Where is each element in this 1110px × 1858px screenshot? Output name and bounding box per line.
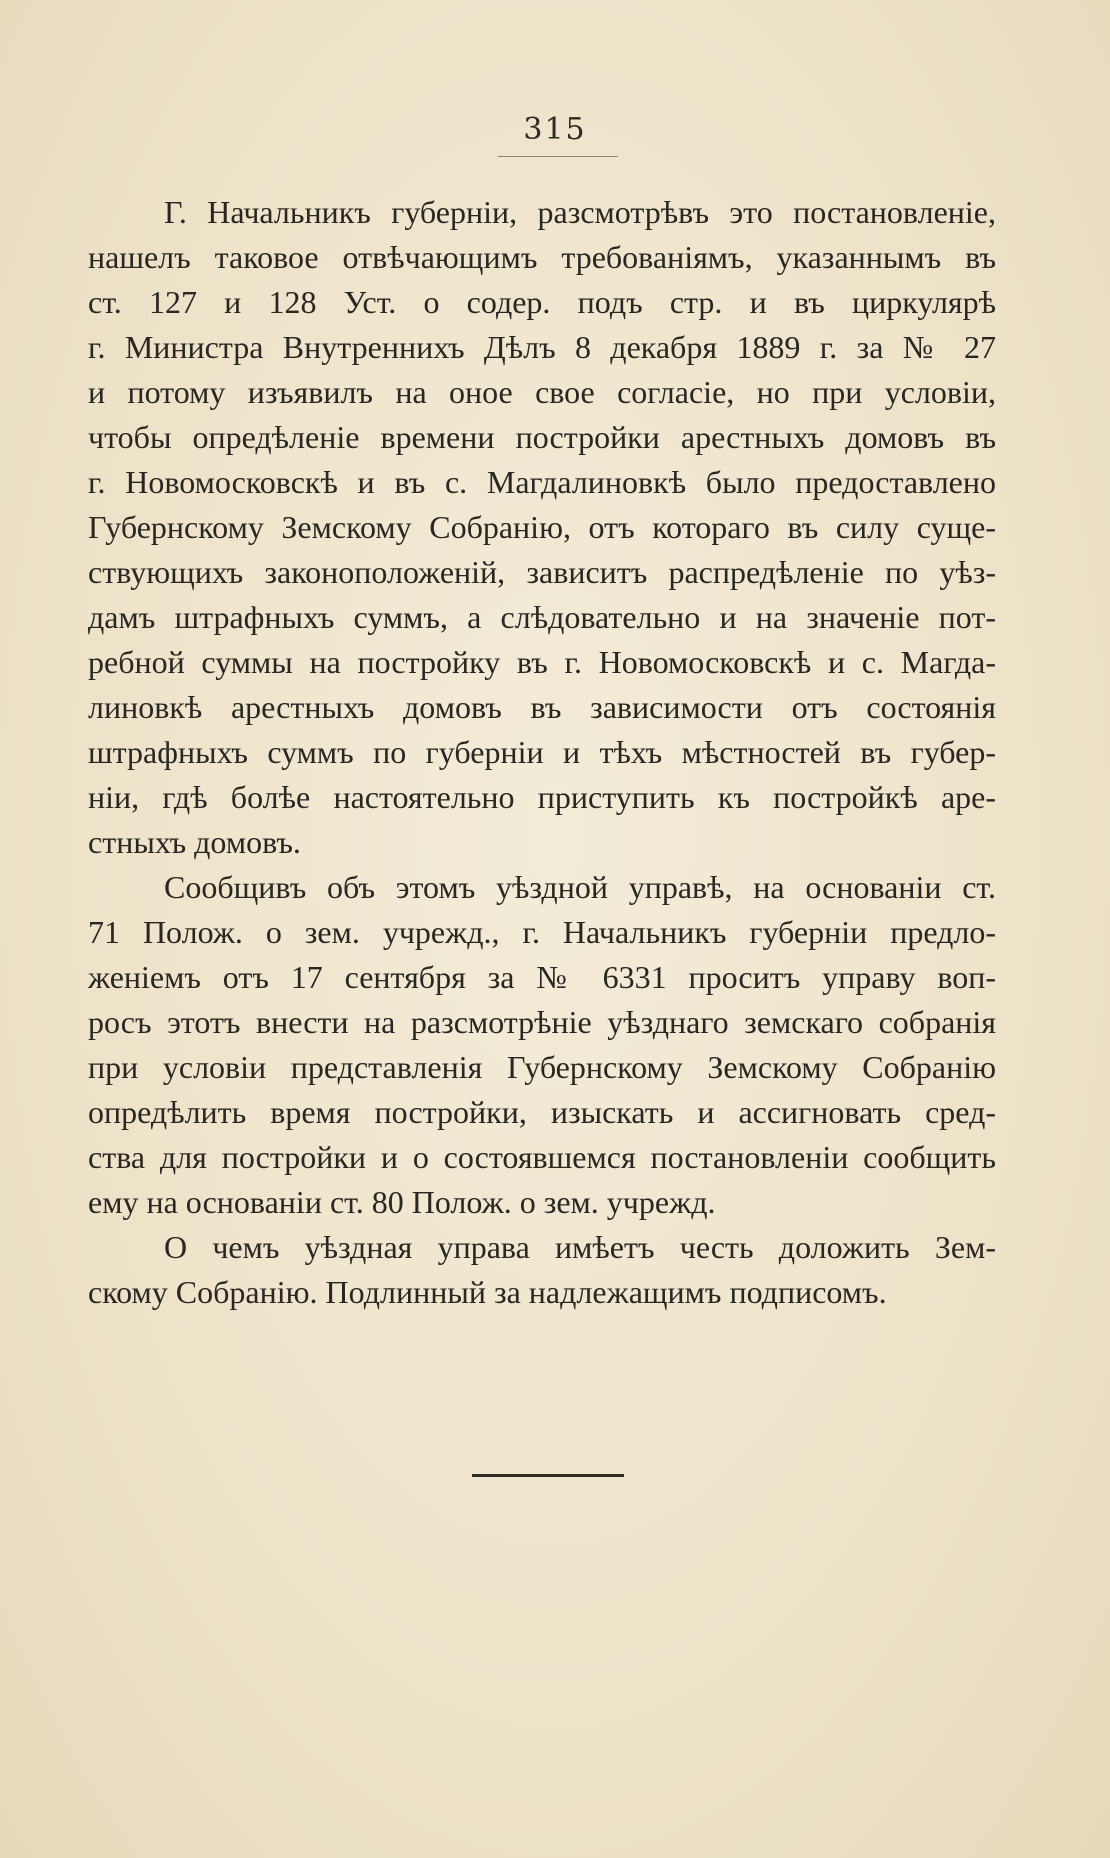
paragraph-2 (88, 865, 996, 1225)
end-rule (472, 1474, 624, 1477)
text-line: ст. 127 и 128 Уст. о содер. подъ стр. и въ циркулярѣ (88, 284, 996, 320)
text-line: нашелъ таковое отвѣчающимъ требованіямъ, указаннымъ въ (88, 239, 996, 275)
text-line: дамъ штрафныхъ суммъ, а слѣдовательно и на значеніе пот- (88, 599, 996, 635)
text-line: штрафныхъ суммъ по губерніи и тѣхъ мѣстностей въ губер- (88, 734, 996, 770)
paragraph-1 (88, 190, 996, 865)
text-line: ствующихъ законоположеній, зависитъ распредѣленіе по уѣз- (88, 554, 996, 590)
text-line: женіемъ отъ 17 сентября за № 6331 проситъ управу воп- (88, 959, 996, 995)
text-line: при условіи представленія Губернскому Земскому Собранію (88, 1049, 996, 1085)
text-line: Губернскому Земскому Собранію, отъ котораго въ силу суще- (88, 509, 996, 545)
text-line: стныхъ домовъ. (88, 824, 301, 860)
text-line: г. Новомосковскѣ и въ с. Магдалиновкѣ было предоставлено (88, 464, 996, 500)
text-line: и потому изъявилъ на оное свое согласіе, но при условіи, (88, 374, 996, 410)
text-line: 71 Полож. о зем. учрежд., г. Начальникъ губерніи предло- (88, 914, 996, 950)
text-line: линовкѣ арестныхъ домовъ въ зависимости отъ состоянія (88, 689, 996, 725)
header-rule (498, 156, 618, 157)
text-line: чтобы опредѣленіе времени постройки арестныхъ домовъ въ (88, 419, 996, 455)
text-line: скому Собранію. Подлинный за надлежащимъ подписомъ. (88, 1274, 887, 1310)
text-line: О чемъ уѣздная управа имѣетъ честь доложить Зем- (164, 1229, 996, 1265)
text-line: ребной суммы на постройку въ г. Новомосковскѣ и с. Магда- (88, 644, 996, 680)
page-number: 315 (523, 112, 587, 147)
paragraph-3 (88, 1225, 996, 1315)
text-line: Сообщивъ объ этомъ уѣздной управѣ, на основаніи ст. (164, 869, 996, 905)
text-line: росъ этотъ внести на разсмотрѣніе уѣзднаго земскаго собранія (88, 1004, 996, 1040)
body-text (88, 190, 996, 1315)
text-line: Г. Начальникъ губерніи, разсмотрѣвъ это постановленіе, (164, 194, 996, 230)
text-line: г. Министра Внутреннихъ Дѣлъ 8 декабря 1889 г. за № 27 (88, 329, 996, 365)
text-line: опредѣлить время постройки, изыскать и ассигновать сред- (88, 1094, 996, 1130)
text-line: ства для постройки и о состоявшемся постановленіи сообщить (88, 1139, 996, 1175)
text-line: ніи, гдѣ болѣе настоятельно приступить къ постройкѣ аре- (88, 779, 996, 815)
text-line: ему на основаніи ст. 80 Полож. о зем. учрежд. (88, 1184, 716, 1220)
